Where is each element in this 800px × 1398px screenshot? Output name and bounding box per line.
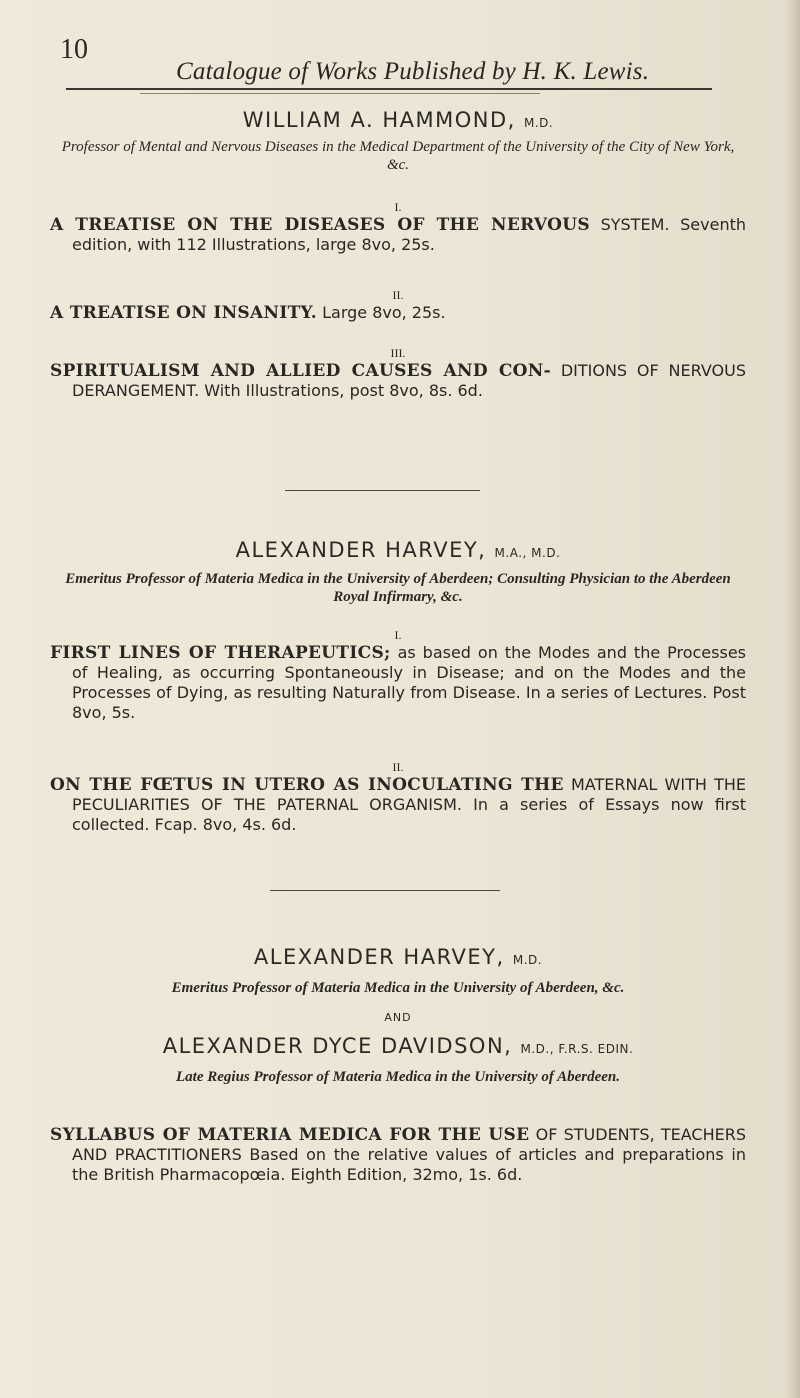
author-affiliation: Emeritus Professor of Materia Medica in the University of Aberdeen, &c.: [171, 980, 625, 996]
author-affiliation: Professor of Mental and Nervous Diseases in the Medical Department of the University of the City of New York, &c.: [61, 139, 735, 173]
section-divider: [270, 890, 500, 891]
author-name: [50, 538, 746, 562]
running-title: Catalogue of Works Published by H. K. Lewis.: [176, 58, 650, 85]
harvey-davidson-block: [50, 945, 746, 1086]
work-description: DITIONS OF NERVOUS DERANGEMENT. With Illustrations, post 8vo, 8s. 6d.: [72, 361, 746, 400]
work-entry: [50, 1125, 746, 1185]
syllabus-work: [50, 1125, 746, 1185]
work-description: SYSTEM. Seventh edition, with 112 Illustrations, large 8vo, 25s.: [72, 215, 746, 254]
author-affiliation: Emeritus Professor of Materia Medica in the University of Aberdeen; Consulting Physician to the Aberdeen Royal Infirmary, &c.: [65, 571, 731, 605]
hammond-author-block: [50, 108, 746, 174]
harvey-work-2: [50, 760, 746, 835]
author-name-text: ALEXANDER HARVEY,: [235, 538, 487, 562]
hammond-work-2: [50, 288, 746, 323]
page-edge-shadow: [786, 0, 800, 1398]
coauthor-name: [50, 1034, 746, 1058]
harvey-author-block: [50, 538, 746, 606]
section-divider: [285, 490, 480, 491]
coauthor-degree: M.D., F.R.S. EDIN.: [520, 1042, 634, 1056]
page-number: 10: [60, 34, 88, 65]
work-title: ON THE FŒTUS IN UTERO AS INOCULATING THE: [50, 775, 564, 795]
coauthor-affiliation: Late Regius Professor of Materia Medica in the University of Aberdeen.: [176, 1069, 620, 1085]
work-title: A TREATISE ON THE DISEASES OF THE NERVOUS: [50, 215, 590, 235]
work-entry: [50, 303, 746, 323]
hammond-work-1: [50, 200, 746, 255]
header-rule-thin: [140, 93, 540, 94]
coauthor-name-text: ALEXANDER DYCE DAVIDSON,: [162, 1034, 513, 1058]
work-numeral: III.: [390, 346, 406, 360]
work-numeral: II.: [392, 288, 404, 302]
work-title: SYLLABUS OF MATERIA MEDICA FOR THE USE: [50, 1125, 530, 1145]
work-entry: [50, 215, 746, 255]
work-title: A TREATISE ON INSANITY.: [50, 303, 317, 323]
work-description: as based on the Modes and the Processes of Healing, as occurring Spontaneously in Disease; and on the Modes and the Processes of Dying, as resulting Naturally from Disease. In a series of Lectures. Post 8vo, 5s.: [72, 643, 747, 722]
work-title: SPIRITUALISM AND ALLIED CAUSES AND CON-: [50, 361, 551, 381]
work-description: OF STUDENTS, TEACHERS AND PRACTITIONERS Based on the relative values of articles and preparations in the British Pharmacopœia. Eighth Edition, 32mo, 1s. 6d.: [72, 1125, 747, 1184]
work-title: FIRST LINES OF THERAPEUTICS;: [50, 643, 391, 663]
author-name: [50, 108, 746, 132]
author-degree: M.D.: [512, 953, 543, 967]
harvey-work-1: [50, 628, 746, 723]
page-header: [60, 20, 740, 85]
author-name: [50, 945, 746, 969]
author-degree: M.D.: [524, 116, 554, 130]
work-description: Large 8vo, 25s.: [322, 303, 446, 322]
and-separator: AND: [384, 1011, 412, 1024]
work-entry: [50, 643, 746, 723]
hammond-work-3: [50, 346, 746, 401]
work-numeral: II.: [392, 760, 404, 774]
author-name-text: WILLIAM A. HAMMOND,: [242, 108, 516, 132]
author-degree: M.A., M.D.: [494, 546, 561, 560]
work-entry: [50, 775, 746, 835]
work-description: MATERNAL WITH THE PECULIARITIES OF THE PATERNAL ORGANISM. In a series of Essays now first collected. Fcap. 8vo, 4s. 6d.: [72, 775, 747, 834]
work-numeral: I.: [394, 200, 402, 214]
header-rule: [66, 88, 712, 90]
work-entry: [50, 361, 746, 401]
author-name-text: ALEXANDER HARVEY,: [253, 945, 505, 969]
work-numeral: I.: [394, 628, 402, 642]
